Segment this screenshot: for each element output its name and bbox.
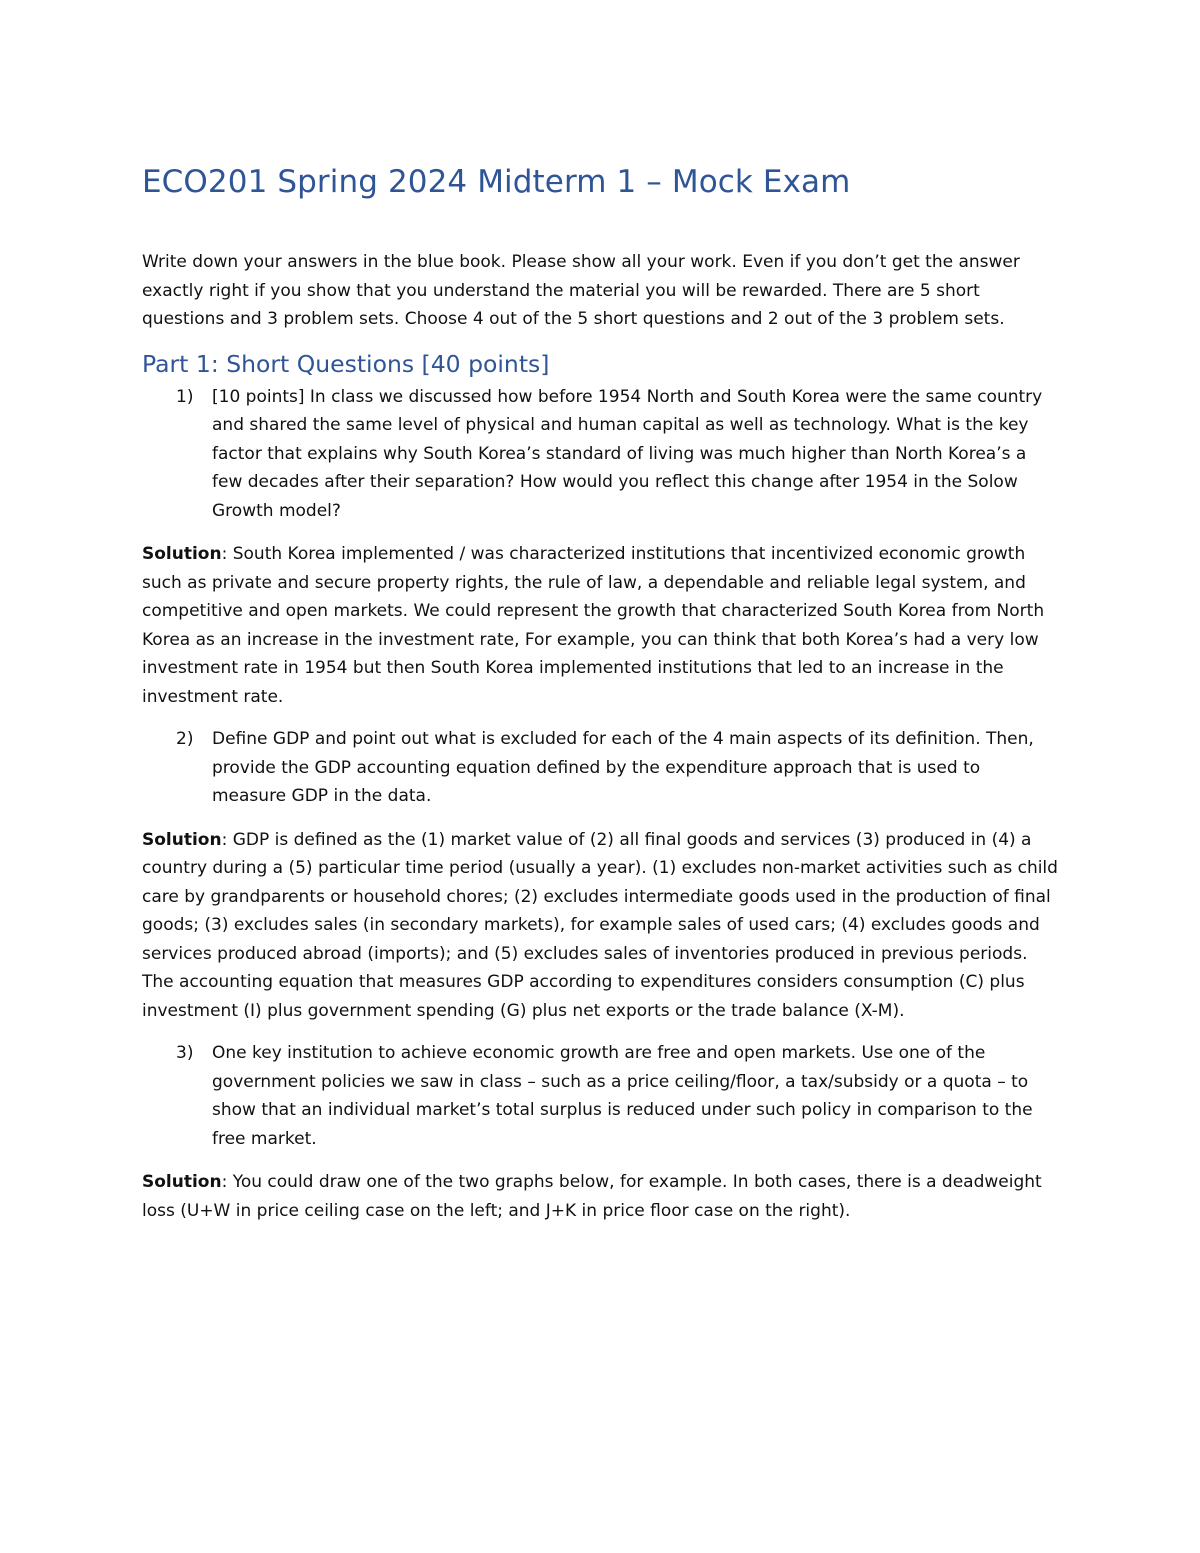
question-2: [142, 725, 1058, 811]
solution-2-text: : GDP is defined as the (1) market value of (2) all final goods and services (3) produced in (4) a country during a (5) particular time period (usually a year). (1) excludes non-market activities such as child care by grandparents or household chores; (2) excludes intermediate goods used in the production of final goods; (3) excludes sales (in secondary markets), for example sales of used cars; (4) excludes goods and services produced abroad (imports); and (5) excludes sales of inventories produced in previous periods. The accounting equation that measures GDP according to expenditures considers consumption (C) plus investment (I) plus government spending (G) plus net exports or the trade balance (X-M).: [142, 829, 1058, 1021]
question-1-text: [10 points] In class we discussed how before 1954 North and South Korea were the same country and shared the same level of physical and human capital as well as technology. What is the key factor that explains why South Korea’s standard of living was much higher than North Korea’s a few decades after their separation? How would you reflect this change after 1954 in the Solow Growth model?: [212, 386, 1043, 521]
document-body: [142, 158, 1058, 1225]
question-3-text: One key institution to achieve economic growth are free and open markets. Use one of the government policies we saw in class – such as a price ceiling/floor, a tax/subsidy or a quota – to show that an individual market’s total surplus is reduced under such policy in comparison to the free market.: [212, 1043, 1033, 1149]
solution-3-text: : You could draw one of the two graphs below, for example. In both cases, there is a deadweight loss (U+W in price ceiling case on the left; and J+K in price floor case on the right).: [142, 1172, 1042, 1221]
question-3-number: 3): [176, 1043, 194, 1063]
solution-1-text: : South Korea implemented / was characterized institutions that incentivized economic growth such as private and secure property rights, the rule of law, a dependable and reliable legal system, and competitive and open markets. We could represent the growth that characterized South Korea from North Korea as an increase in the investment rate, For example, you can think that both Korea’s had a very low investment rate in 1954 but then South Korea implemented institutions that led to an increase in the investment rate.: [142, 544, 1045, 707]
solution-1-label: Solution: [142, 544, 222, 564]
exam-instructions: Write down your answers in the blue book. Please show all your work. Even if you don’t get the answer exactly right if you show that you understand the material you will be rewarded. There are 5 short questions and 3 problem sets. Choose 4 out of the 5 short questions and 2 out of the 3 problem sets.: [142, 252, 1020, 329]
part1-heading: Part 1: Short Questions [40 points]: [142, 349, 550, 378]
solution-2-label: Solution: [142, 829, 222, 850]
solution-3-label: Solution: [142, 1172, 222, 1192]
question-1-number: 1): [176, 386, 194, 407]
question-1: [142, 383, 1058, 526]
question-3: [142, 1039, 1058, 1153]
solution-1: [142, 540, 1058, 711]
solution-3: [142, 1168, 1058, 1225]
question-2-number: 2): [176, 729, 194, 749]
exam-title: ECO201 Spring 2024 Midterm 1 – Mock Exam: [142, 164, 851, 200]
solution-2: [142, 826, 1058, 1026]
question-2-text: Define GDP and point out what is excluded for each of the 4 main aspects of its definition. Then, provide the GDP accounting equation defined by the expenditure approach that is used to measure GDP in the data.: [212, 729, 1034, 806]
